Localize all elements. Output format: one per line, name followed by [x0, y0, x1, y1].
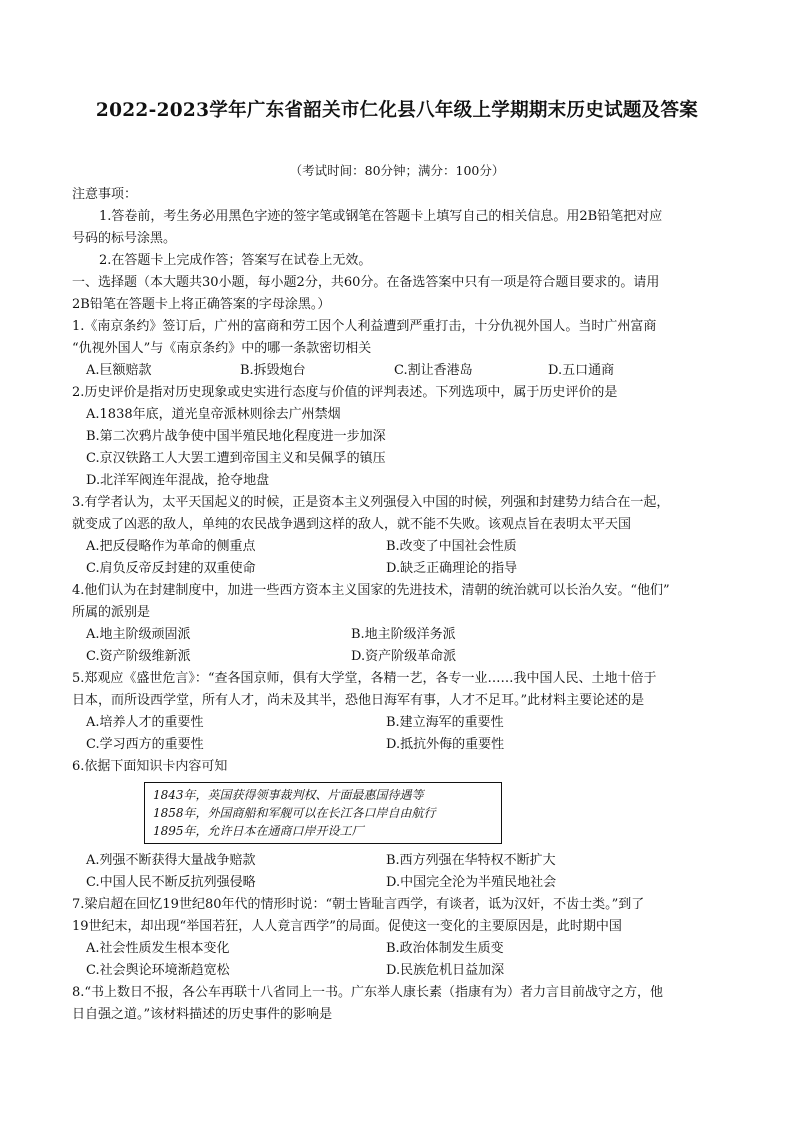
question-7 [72, 894, 722, 982]
question-stem: 7.梁启超在回忆19世纪80年代的情形时说：“朝士皆耻言西学，有谈者，诋为汉奸，不齿士类。”到了 [72, 897, 645, 912]
option-b: B.建立海军的重要性 [386, 715, 504, 730]
option-b: B.改变了中国社会性质 [386, 539, 517, 554]
question-stem: 1.《南京条约》签订后，广州的富商和劳工因个人利益遭到严重打击，十分仇视外国人。当时广州富商 [72, 319, 657, 334]
question-stem: 所属的派别是 [72, 605, 151, 620]
option-c: C.学习西方的重要性 [86, 737, 204, 752]
question-3 [72, 492, 722, 580]
card-line: 1895年，允许日本在通商口岸开设工厂 [153, 824, 364, 838]
card-line: 1843年，英国获得领事裁判权、片面最惠国待遇等 [153, 788, 424, 802]
notice-item-1-cont: 号码的标号涂黑。 [72, 231, 177, 246]
question-stem: 6.依据下面知识卡内容可知 [72, 759, 228, 774]
options-row [72, 734, 722, 756]
option-c: C.中国人民不断反抗列强侵略 [86, 875, 256, 890]
question-1 [72, 316, 722, 382]
notice-item-2: 2.在答题卡上完成作答；答案写在试卷上无效。 [99, 253, 372, 268]
section-heading: 一、选择题（本大题共30小题，每小题2分，共60分。在备选答案中只有一项是符合题目要求的。请用 [72, 275, 660, 290]
notice-item-1: 1.答卷前，考生务必用黑色字迹的签字笔或钢笔在答题卡上填写自己的相关信息。用2B铅笔把对应 [99, 209, 663, 224]
option-a: A.把反侵略作为革命的侧重点 [86, 539, 256, 554]
option-a: A.培养人才的重要性 [86, 715, 204, 730]
option-c: C.割让香港岛 [394, 363, 473, 378]
option-d: D.民族危机日益加深 [386, 963, 505, 978]
question-stem: 19世纪末，却出现“举国若狂，人人竟言西学”的局面。促使这一变化的主要原因是，此时期中国 [72, 919, 622, 934]
option-c: C.肩负反帝反封建的双重使命 [86, 561, 256, 576]
options-row [72, 712, 722, 734]
knowledge-card [144, 782, 502, 844]
section-heading-cont: 2B铅笔在答题卡上将正确答案的字母涂黑。） [72, 297, 331, 312]
question-2 [72, 382, 722, 492]
question-8 [72, 982, 722, 1026]
options-row [72, 938, 722, 960]
option-b: B.拆毁炮台 [240, 363, 306, 378]
option-b: B.第二次鸦片战争使中国半殖民地化程度进一步加深 [86, 429, 386, 444]
option-c: C.资产阶级维新派 [86, 649, 191, 664]
options-row [72, 850, 722, 872]
option-b: B.地主阶级洋务派 [351, 627, 456, 642]
question-stem: “仇视外国人”与《南京条约》中的哪一条款密切相关 [72, 341, 372, 356]
option-c: C.社会舆论环境渐趋宽松 [86, 963, 230, 978]
options-row [72, 872, 722, 894]
option-d: D.中国完全沦为半殖民地社会 [386, 875, 557, 890]
option-d: D.抵抗外侮的重要性 [386, 737, 505, 752]
option-a: A.地主阶级顽固派 [86, 627, 191, 642]
option-a: A.社会性质发生根本变化 [86, 941, 230, 956]
option-a: A.1838年底，道光皇帝派林则徐去广州禁烟 [86, 407, 341, 422]
option-a: A.巨额赔款 [86, 363, 152, 378]
question-stem: 日自强之道。”该材料描述的历史事件的影响是 [72, 1007, 333, 1022]
exam-info: （考试时间：80分钟；满分：100分） [289, 163, 505, 178]
question-6 [72, 756, 722, 894]
option-d: D.五口通商 [548, 363, 615, 378]
question-stem: 就变成了凶恶的敌人，单纯的农民战争遇到这样的敌人，就不能不失败。该观点旨在表明太平天国 [72, 517, 632, 532]
option-d: D.缺乏正确理论的指导 [386, 561, 518, 576]
notice-heading: 注意事项： [72, 187, 138, 202]
card-line: 1858年，外国商船和军舰可以在长江各口岸自由航行 [153, 806, 436, 820]
question-stem: 8.“书上数日不报，各公车再联十八省同上一书。广东举人康长素（指康有为）者力言目前战守之方，他 [72, 985, 664, 1000]
options-row [72, 960, 722, 982]
options-row [72, 624, 722, 646]
options-row [72, 360, 722, 382]
option-b: B.西方列强在华特权不断扩大 [386, 853, 556, 868]
option-d: D.资产阶级革命派 [351, 649, 457, 664]
options-row [72, 536, 722, 558]
option-c: C.京汉铁路工人大罢工遭到帝国主义和吴佩孚的镇压 [86, 451, 386, 466]
question-stem: 3.有学者认为，太平天国起义的时候，正是资本主义列强侵入中国的时候，列强和封建势力结合在一起， [72, 495, 670, 510]
question-stem: 4.他们认为在封建制度中，加进一些西方资本主义国家的先进技术，清朝的统治就可以长治久安。“他们” [72, 583, 670, 598]
option-b: B.政治体制发生质变 [386, 941, 504, 956]
question-stem: 2.历史评价是指对历史现象或史实进行态度与价值的评判表述。下列选项中，属于历史评价的是 [72, 385, 618, 400]
question-stem: 日本，而所设西学堂，所有人才，尚未及其半，恐他日海军有事，人才不足耳。”此材料主要论述的是 [72, 693, 645, 708]
exam-body [72, 184, 722, 1026]
question-stem: 5.郑观应《盛世危言》：“查各国京师，俱有大学堂，各精一艺，各专一业……我中国人民、土地十倍于 [72, 671, 657, 686]
page-title: 2022-2023学年广东省韶关市仁化县八年级上学期期末历史试题及答案 [95, 100, 699, 121]
options-row [72, 558, 722, 580]
question-5 [72, 668, 722, 756]
options-row [72, 646, 722, 668]
question-4 [72, 580, 722, 668]
option-d: D.北洋军阀连年混战，抢夺地盘 [86, 473, 270, 488]
option-a: A.列强不断获得大量战争赔款 [86, 853, 256, 868]
